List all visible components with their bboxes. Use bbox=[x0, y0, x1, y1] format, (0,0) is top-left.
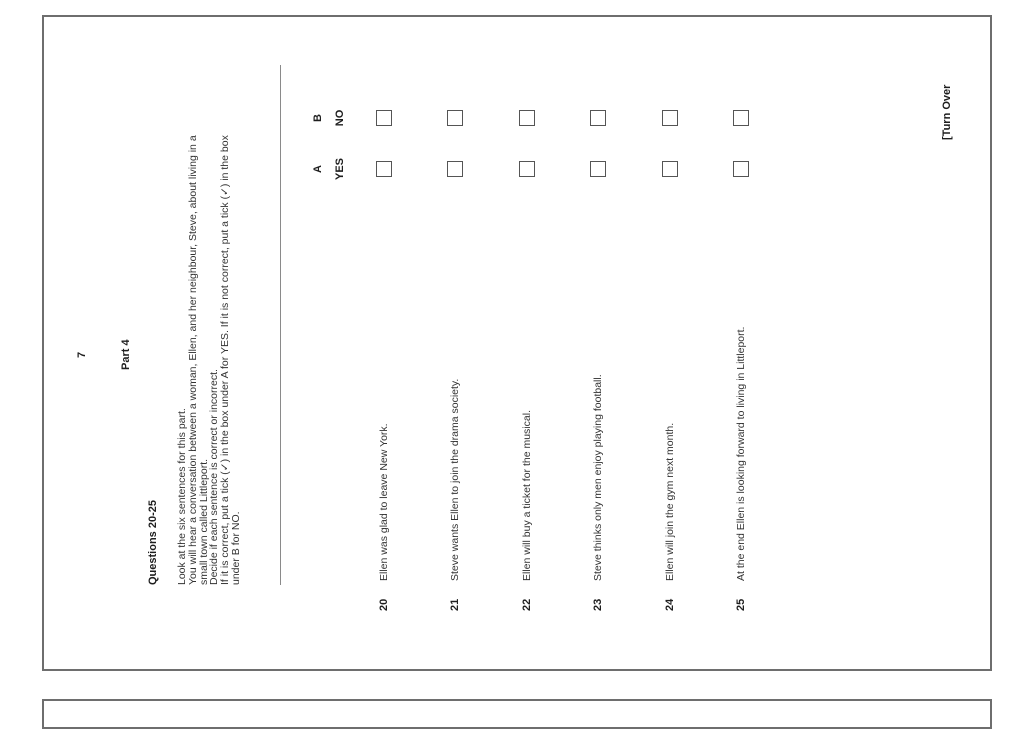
question-text: At the end Ellen is looking forward to living in Littleport. bbox=[735, 326, 747, 581]
question-row bbox=[376, 17, 398, 673]
question-row bbox=[733, 17, 755, 673]
instruction-line: If it is correct, put a tick (✓) in the box under A for YES. If it is not correct, put a tick (✓) in the box bbox=[219, 135, 232, 585]
question-text: Ellen will buy a ticket for the musical. bbox=[521, 410, 533, 581]
instructions bbox=[177, 65, 242, 585]
no-checkbox[interactable] bbox=[590, 110, 606, 126]
yes-checkbox[interactable] bbox=[376, 161, 392, 177]
no-checkbox[interactable] bbox=[376, 110, 392, 126]
question-row bbox=[590, 17, 612, 673]
instruction-line: Decide if each sentence is correct or incorrect. bbox=[208, 369, 221, 585]
no-checkbox[interactable] bbox=[733, 110, 749, 126]
yes-checkbox[interactable] bbox=[590, 161, 606, 177]
question-number: 24 bbox=[664, 598, 676, 611]
divider bbox=[280, 65, 281, 585]
question-text: Steve thinks only men enjoy playing football. bbox=[592, 374, 604, 581]
yes-checkbox[interactable] bbox=[662, 161, 678, 177]
yes-checkbox[interactable] bbox=[733, 161, 749, 177]
question-number: 20 bbox=[378, 598, 390, 611]
page-number: 7 bbox=[76, 351, 88, 358]
next-page-edge bbox=[42, 699, 992, 729]
question-number: 23 bbox=[592, 598, 604, 611]
rotated-page-content bbox=[44, 17, 994, 673]
yes-checkbox[interactable] bbox=[519, 161, 535, 177]
instruction-line: Look at the six sentences for this part. bbox=[176, 408, 188, 585]
question-number: 22 bbox=[521, 598, 533, 611]
column-b-letter: B bbox=[312, 114, 324, 122]
yes-checkbox[interactable] bbox=[447, 161, 463, 177]
question-text: Steve wants Ellen to join the drama society. bbox=[449, 378, 461, 581]
question-row bbox=[447, 17, 469, 673]
no-checkbox[interactable] bbox=[447, 110, 463, 126]
turn-over-label: [Turn Over bbox=[941, 84, 953, 140]
instruction-line: small town called Littleport. bbox=[197, 458, 210, 585]
question-text: Ellen will join the gym next month. bbox=[664, 422, 676, 581]
no-checkbox[interactable] bbox=[519, 110, 535, 126]
question-row bbox=[662, 17, 684, 673]
instruction-line: under B for NO. bbox=[229, 511, 242, 585]
question-number: 21 bbox=[449, 598, 461, 611]
no-checkbox[interactable] bbox=[662, 110, 678, 126]
column-b-label: NO bbox=[334, 109, 346, 127]
column-a-label: YES bbox=[334, 158, 346, 181]
exam-page bbox=[42, 15, 992, 671]
column-a-letter: A bbox=[312, 165, 324, 173]
question-text: Ellen was glad to leave New York. bbox=[378, 423, 390, 581]
instruction-line: You will hear a conversation between a woman, Ellen, and her neighbour, Steve, about living in a bbox=[186, 135, 199, 585]
question-number: 25 bbox=[735, 598, 747, 611]
question-row bbox=[519, 17, 541, 673]
questions-heading: Questions 20-25 bbox=[147, 500, 159, 585]
part-heading: Part 4 bbox=[120, 339, 132, 370]
